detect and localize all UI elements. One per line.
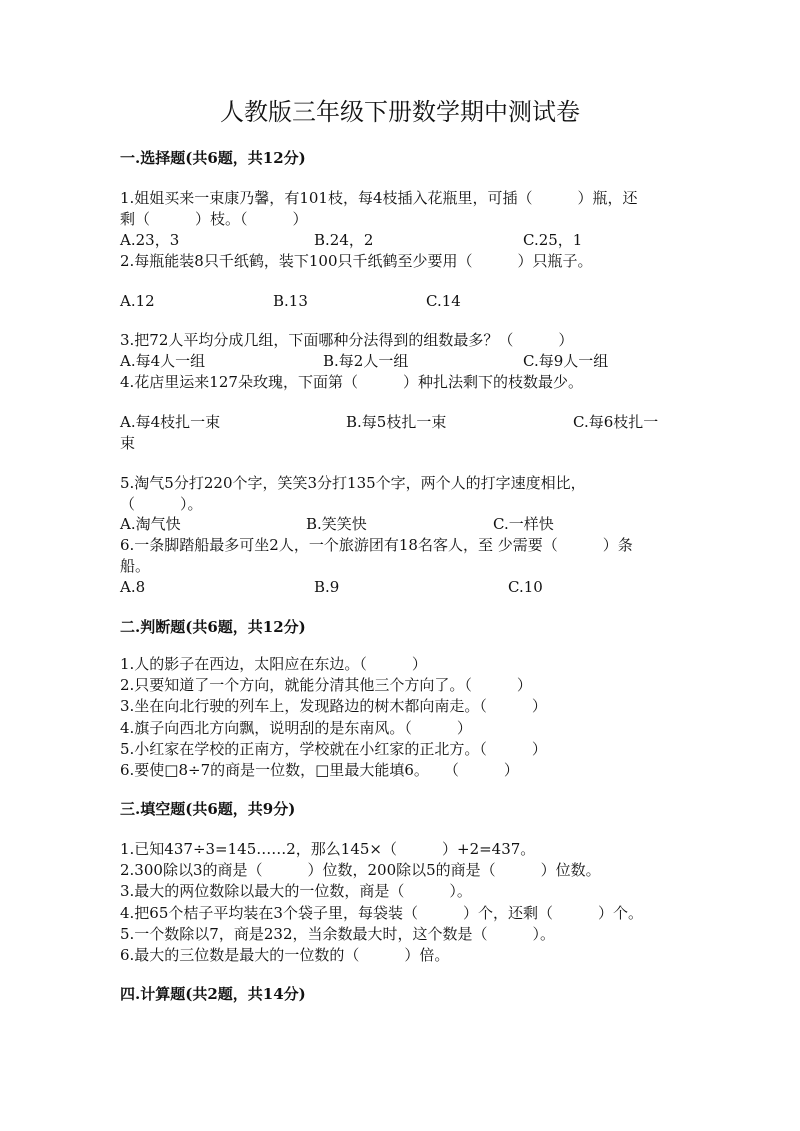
list-item: 4.旗子向西北方向飘，说明刮的是东南风。（ ） (120, 719, 472, 737)
option-b: B.24，2 (314, 231, 374, 249)
option-c: C.25，1 (523, 231, 583, 249)
option-a: A.每4枝扎一束 (120, 413, 221, 431)
option-a: A.每4人一组 (120, 352, 206, 370)
question-line: 剩（ ）枝。（ ） (120, 210, 308, 228)
list-item: 2.300除以3的商是（ ）位数，200除以5的商是（ ）位数。 (120, 861, 601, 879)
list-item: 3.最大的两位数除以最大的一位数，商是（ ）。 (120, 882, 472, 900)
question-line: 3.把72人平均分成几组，下面哪种分法得到的组数最多？（ ） (120, 331, 574, 349)
section-heading-fill-blank: 三.填空题(共6题，共9分) (120, 800, 296, 818)
section-heading-calculation: 四.计算题(共2题，共14分) (120, 985, 306, 1003)
question-line: 5.淘气5分打220个字，笑笑3分打135个字，两个人的打字速度相比， (120, 474, 586, 492)
question-line: （ ）。 (120, 495, 203, 513)
list-item: 5.一个数除以7，商是232，当余数最大时，这个数是（ ）。 (120, 925, 555, 943)
option-c: C.每9人一组 (523, 352, 609, 370)
option-a: A.12 (120, 292, 155, 310)
list-item: 2.只要知道了一个方向，就能分清其他三个方向了。（ ） (120, 676, 532, 694)
option-b: B.每2人一组 (323, 352, 409, 370)
list-item: 5.小红家在学校的正南方，学校就在小红家的正北方。（ ） (120, 740, 547, 758)
question-line: 船。 (120, 557, 151, 575)
option-c-wrap: 束 (120, 434, 136, 452)
option-c: C.每6枝扎一 (573, 413, 659, 431)
option-b: B.每5枝扎一束 (346, 413, 447, 431)
list-item: 4.把65个桔子平均装在3个袋子里，每袋装（ ）个，还剩（ ）个。 (120, 904, 643, 922)
exam-title: 人教版三年级下册数学期中测试卷 (220, 98, 580, 126)
section-heading-true-false: 二.判断题(共6题，共12分) (120, 618, 306, 636)
option-a: A.淘气快 (120, 515, 181, 533)
section-heading-choice: 一.选择题(共6题，共12分) (120, 149, 306, 167)
list-item: 1.已知437÷3=145……2，那么145×（ ）+2=437。 (120, 840, 536, 858)
question-line: 2.每瓶能装8只千纸鹤，装下100只千纸鹤至少要用（ ）只瓶子。 (120, 252, 593, 270)
option-b: B.笑笑快 (306, 515, 367, 533)
list-item: 6.最大的三位数是最大的一位数的（ ）倍。 (120, 946, 450, 964)
option-a: A.23，3 (120, 231, 180, 249)
question-line: 1.姐姐买来一束康乃馨，有101枝，每4枝插入花瓶里，可插（ ）瓶，还 (120, 189, 638, 207)
option-c: C.14 (426, 292, 461, 310)
list-item: 6.要使□8÷7的商是一位数，□里最大能填6。 （ ） (120, 761, 519, 779)
list-item: 1.人的影子在西边，太阳应在东边。（ ） (120, 655, 427, 673)
option-b: B.13 (273, 292, 308, 310)
question-line: 4.花店里运来127朵玫瑰，下面第（ ）种扎法剩下的枝数最少。 (120, 373, 583, 391)
option-c: C.10 (508, 578, 543, 596)
list-item: 3.坐在向北行驶的列车上，发现路边的树木都向南走。（ ） (120, 697, 547, 715)
option-b: B.9 (314, 578, 340, 596)
question-line: 6.一条脚踏船最多可坐2人，一个旅游团有18名客人，至 少需要（ ）条 (120, 536, 633, 554)
option-a: A.8 (120, 578, 146, 596)
option-c: C.一样快 (493, 515, 554, 533)
